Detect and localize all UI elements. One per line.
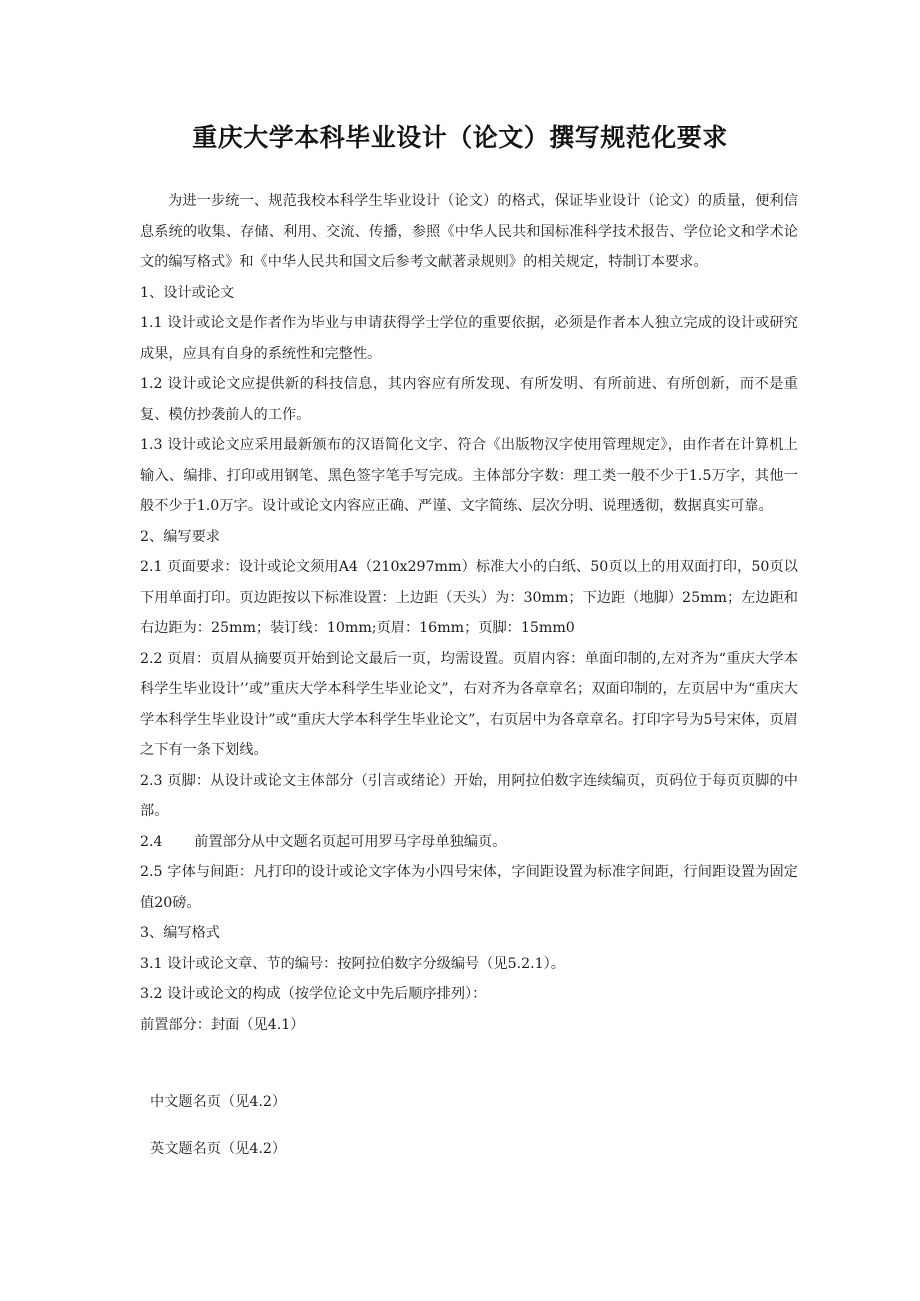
clause-3-1: 3.1 设计或论文章、节的编号：按阿拉伯数字分级编号（见5.2.1）。 [140,955,565,972]
clause-1-1: 1.1 设计或论文是作者作为毕业与申请获得学士学位的重要依据，必须是作者本人独立完成的设计或研究成果，应具有自身的系统性和完整性。 [140,315,798,362]
section-heading-2: 2、编写要求 [140,528,220,545]
document-title: 重庆大学本科毕业设计（论文）撰写规范化要求 [192,123,728,152]
section-heading-1: 1、设计或论文 [140,284,235,301]
document-body [140,186,798,1040]
intro-paragraph: 为进一步统一、规范我校本科学生毕业设计（论文）的格式，保证毕业设计（论文）的质量，便利信息系统的收集、存储、利用、交流、传播，参照《中华人民共和国标准科学技术报告、学位论文和学术论文的编写格式》和《中华人民共和国文后参考文献著录规则》的相关规定，特制订本要求。 [140,193,798,270]
clause-2-3: 2.3 页脚：从设计或论文主体部分（引言或绪论）开始，用阿拉伯数字连续编页，页码位于每页页脚的中部。 [140,772,798,819]
sub-item-english-title-page: 英文题名页（见4.2） [150,1141,287,1157]
clause-1-3: 1.3 设计或论文应采用最新颁布的汉语简化文字、符合《出版物汉字使用管理规定》，由作者在计算机上输入、编排、打印或用钢笔、黑色签字笔手写完成。主体部分字数：理工类一般不少于1.5万字，其他一般不少于1.0万字。设计或论文内容应正确、严谨、文字简练、层次分明、说理透彻，数据真实可靠。 [140,437,798,514]
clause-2-1: 2.1 页面要求：设计或论文须用A4（210x297mm）标准大小的白纸、50页以上的用双面打印，50页以下用单面打印。页边距按以下标准设置：上边距（天头）为：30mm；下边距（地脚）25mm；左边距和右边距为：25mm；装订线：10mm;页眉：16mm；页脚：15mm0 [140,559,798,636]
sub-item-chinese-title-page: 中文题名页（见4.2） [150,1094,287,1110]
clause-2-4: 2.4 前置部分从中文题名页起可用罗马字母单独编页。 [140,833,507,850]
front-matter-line: 前置部分：封面（见4.1） [140,1016,305,1033]
clause-2-2: 2.2 页眉：页眉从摘要页开始到论文最后一页，均需设置。页眉内容：单面印制的,左对齐为“重庆大学本科学生毕业设计’’或”重庆大学本科学生毕业论文”，右对齐为各章章名；双面印制的，左页居中为“重庆大学本科学生毕业设计”或“重庆大学本科学生毕业论文”，右页居中为各章章名。打印字号为5号宋体，页眉之下有一条下划线。 [140,650,798,758]
section-heading-3: 3、编写格式 [140,925,220,941]
clause-1-2: 1.2 设计或论文应提供新的科技信息，其内容应有所发现、有所发明、有所前进、有所创新，而不是重复、模仿抄袭前人的工作。 [140,376,798,423]
clause-3-2: 3.2 设计或论文的构成（按学位论文中先后顺序排列）： [140,986,487,1002]
clause-2-5: 2.5 字体与间距：凡打印的设计或论文字体为小四号宋体，字间距设置为标准字间距，行间距设置为固定值20磅。 [140,864,798,911]
